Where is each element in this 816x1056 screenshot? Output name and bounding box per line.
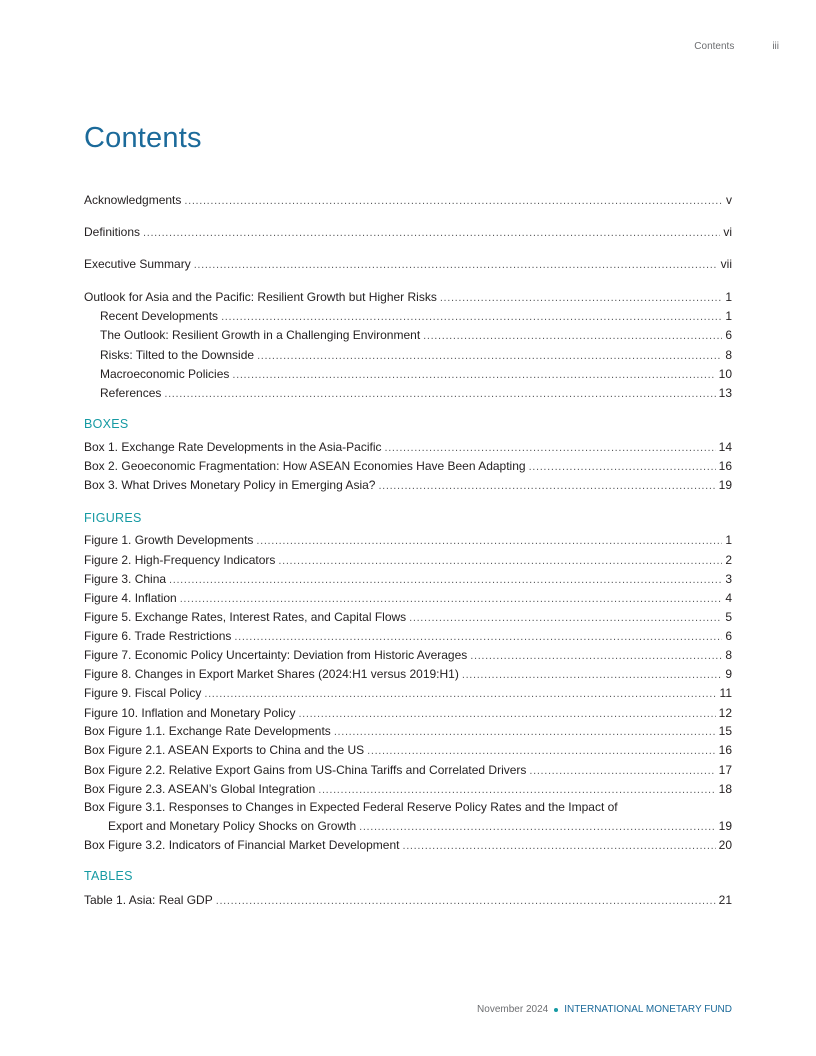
dot-leader [402, 838, 715, 854]
toc-entry-page: 2 [725, 553, 732, 567]
dot-leader [529, 459, 716, 475]
toc-entry-box-figure-3-1-continuation[interactable] [108, 818, 732, 834]
toc-entry-the-outlook[interactable] [100, 327, 732, 343]
dot-leader [234, 629, 722, 645]
toc-entry-label: Box Figure 2.2. Relative Export Gains from US-China Tariffs and Correlated Drivers [84, 763, 527, 777]
dot-leader [257, 348, 722, 364]
dot-leader [184, 193, 723, 209]
dot-leader [194, 257, 718, 273]
toc-entry-page: 15 [718, 724, 732, 738]
toc-entry-label: Figure 8. Changes in Export Market Shares (2024:H1 versus 2019:H1) [84, 667, 459, 681]
toc-entry-box-figure-1-1[interactable] [84, 723, 732, 739]
toc-entry-definitions[interactable] [84, 224, 732, 240]
toc-entry-label: Box Figure 2.3. ASEAN’s Global Integration [84, 782, 316, 796]
toc-entry-page: 8 [725, 648, 732, 662]
toc-entry-page: 3 [725, 572, 732, 586]
toc-entry-figure-6[interactable] [84, 628, 732, 644]
dot-leader [334, 724, 716, 740]
toc-entry-label: Figure 7. Economic Policy Uncertainty: Deviation from Historic Averages [84, 648, 468, 662]
toc-entry-figure-9[interactable] [84, 685, 732, 701]
toc-entry-label: Box Figure 3.2. Indicators of Financial Market Development [84, 838, 400, 852]
toc-entry-page: vii [720, 257, 732, 271]
toc-entry-page: 13 [718, 386, 732, 400]
footer-organization: INTERNATIONAL MONETARY FUND [564, 1004, 732, 1015]
dot-leader [164, 386, 715, 402]
toc-entry-figure-4[interactable] [84, 590, 732, 606]
toc-entry-page: 14 [718, 440, 732, 454]
dot-leader [462, 667, 722, 683]
toc-entry-label: Figure 3. China [84, 572, 167, 586]
toc-entry-label: Outlook for Asia and the Pacific: Resilient Growth but Higher Risks [84, 290, 437, 304]
dot-leader [256, 533, 722, 549]
dot-leader [409, 610, 722, 626]
footer-date: November 2024 [477, 1004, 549, 1015]
toc-entry-acknowledgments[interactable] [84, 192, 732, 208]
toc-entry-recent-developments[interactable] [100, 308, 732, 324]
toc-entry-figure-2[interactable] [84, 552, 732, 568]
toc-entry-page: 5 [725, 610, 732, 624]
toc-entry-page: 16 [718, 459, 732, 473]
dot-leader [385, 440, 716, 456]
toc-entry-page: 1 [725, 290, 732, 304]
toc-entry-page: v [726, 193, 732, 207]
toc-entry-box-figure-2-1[interactable] [84, 742, 732, 758]
dot-leader [378, 478, 715, 494]
toc-entry-box-figure-2-2[interactable] [84, 762, 732, 778]
toc-entry-box-figure-2-3[interactable] [84, 781, 732, 797]
dot-leader [232, 367, 715, 383]
toc-entry-box-figure-3-1[interactable] [84, 799, 732, 815]
dot-leader [359, 819, 716, 835]
toc-entry-page: 20 [718, 838, 732, 852]
toc-entry-label: Figure 5. Exchange Rates, Interest Rates, and Capital Flows [84, 610, 407, 624]
toc-entry-figure-8[interactable] [84, 666, 732, 682]
toc-entry-figure-7[interactable] [84, 647, 732, 663]
toc-entry-page: 4 [725, 591, 732, 605]
toc-entry-label: Box Figure 1.1. Exchange Rate Developments [84, 724, 331, 738]
toc-entry-page: 19 [718, 819, 732, 833]
toc-entry-label: Box 2. Geoeconomic Fragmentation: How ASEAN Economies Have Been Adapting [84, 459, 526, 473]
running-header-page-number: iii [772, 41, 779, 52]
toc-entry-label: Box 1. Exchange Rate Developments in the Asia-Pacific [84, 440, 382, 454]
bullet-icon [554, 1008, 558, 1012]
toc-entry-figure-5[interactable] [84, 609, 732, 625]
toc-entry-page: 8 [725, 348, 732, 362]
dot-leader [278, 553, 722, 569]
dot-leader [423, 328, 722, 344]
toc-entry-label: Figure 6. Trade Restrictions [84, 629, 232, 643]
toc-entry-label: The Outlook: Resilient Growth in a Challenging Environment [100, 328, 421, 342]
toc-entry-page: 19 [718, 478, 732, 492]
boxes-heading: BOXES [84, 417, 129, 431]
toc-entry-macroeconomic-policies[interactable] [100, 366, 732, 382]
toc-entry-label: Figure 4. Inflation [84, 591, 177, 605]
page-title: Contents [84, 122, 202, 154]
dot-leader [367, 743, 715, 759]
toc-entry-label: Box 3. What Drives Monetary Policy in Emerging Asia? [84, 478, 376, 492]
toc-entry-label: Table 1. Asia: Real GDP [84, 893, 213, 907]
toc-entry-box-figure-3-2[interactable] [84, 837, 732, 853]
toc-entry-box-2[interactable] [84, 458, 732, 474]
toc-entry-risks[interactable] [100, 347, 732, 363]
toc-entry-page: 9 [725, 667, 732, 681]
dot-leader [529, 763, 715, 779]
toc-entry-label: Box Figure 2.1. ASEAN Exports to China and the US [84, 743, 365, 757]
toc-entry-label: Recent Developments [100, 309, 219, 323]
toc-entry-page: vi [723, 225, 732, 239]
toc-entry-label: Figure 1. Growth Developments [84, 533, 254, 547]
toc-entry-label: Executive Summary [84, 257, 191, 271]
toc-entry-figure-3[interactable] [84, 571, 732, 587]
dot-leader [440, 290, 722, 306]
toc-entry-page: 1 [725, 309, 732, 323]
toc-entry-outlook[interactable] [84, 289, 732, 305]
toc-entry-label: Figure 9. Fiscal Policy [84, 686, 202, 700]
toc-entry-figure-10[interactable] [84, 705, 732, 721]
toc-entry-label: Risks: Tilted to the Downside [100, 348, 255, 362]
toc-entry-label: Box Figure 3.1. Responses to Changes in Expected Federal Reserve Policy Rates and the Impact of [84, 800, 618, 814]
toc-entry-label-continuation: Export and Monetary Policy Shocks on Growth [108, 819, 357, 833]
dot-leader [180, 591, 723, 607]
toc-entry-page: 10 [718, 367, 732, 381]
toc-entry-page: 21 [718, 893, 732, 907]
dot-leader [318, 782, 715, 798]
dot-leader [204, 686, 716, 702]
toc-entry-label: References [100, 386, 162, 400]
dot-leader [298, 706, 715, 722]
dot-leader [470, 648, 722, 664]
dot-leader [221, 309, 722, 325]
figures-heading: FIGURES [84, 511, 142, 525]
running-header-section: Contents [694, 41, 735, 52]
dot-leader [216, 893, 716, 909]
toc-entry-label: Macroeconomic Policies [100, 367, 230, 381]
toc-entry-table-1[interactable] [84, 892, 732, 908]
toc-entry-page: 1 [725, 533, 732, 547]
toc-entry-executive-summary[interactable] [84, 256, 732, 272]
toc-entry-label: Figure 10. Inflation and Monetary Policy [84, 706, 296, 720]
toc-entry-page: 18 [718, 782, 732, 796]
tables-heading: TABLES [84, 869, 133, 883]
toc-entry-references[interactable] [100, 385, 732, 401]
toc-entry-page: 17 [718, 763, 732, 777]
dot-leader [169, 572, 722, 588]
toc-entry-page: 11 [719, 686, 732, 700]
toc-entry-label: Figure 2. High-Frequency Indicators [84, 553, 276, 567]
toc-entry-figure-1[interactable] [84, 532, 732, 548]
toc-entry-box-3[interactable] [84, 477, 732, 493]
toc-entry-page: 16 [718, 743, 732, 757]
toc-entry-box-1[interactable] [84, 439, 732, 455]
toc-entry-page: 6 [725, 328, 732, 342]
page-footer [477, 1004, 732, 1015]
toc-entry-label: Definitions [84, 225, 141, 239]
toc-entry-page: 12 [718, 706, 732, 720]
toc-entry-label: Acknowledgments [84, 193, 182, 207]
toc-entry-page: 6 [725, 629, 732, 643]
dot-leader [143, 225, 720, 241]
